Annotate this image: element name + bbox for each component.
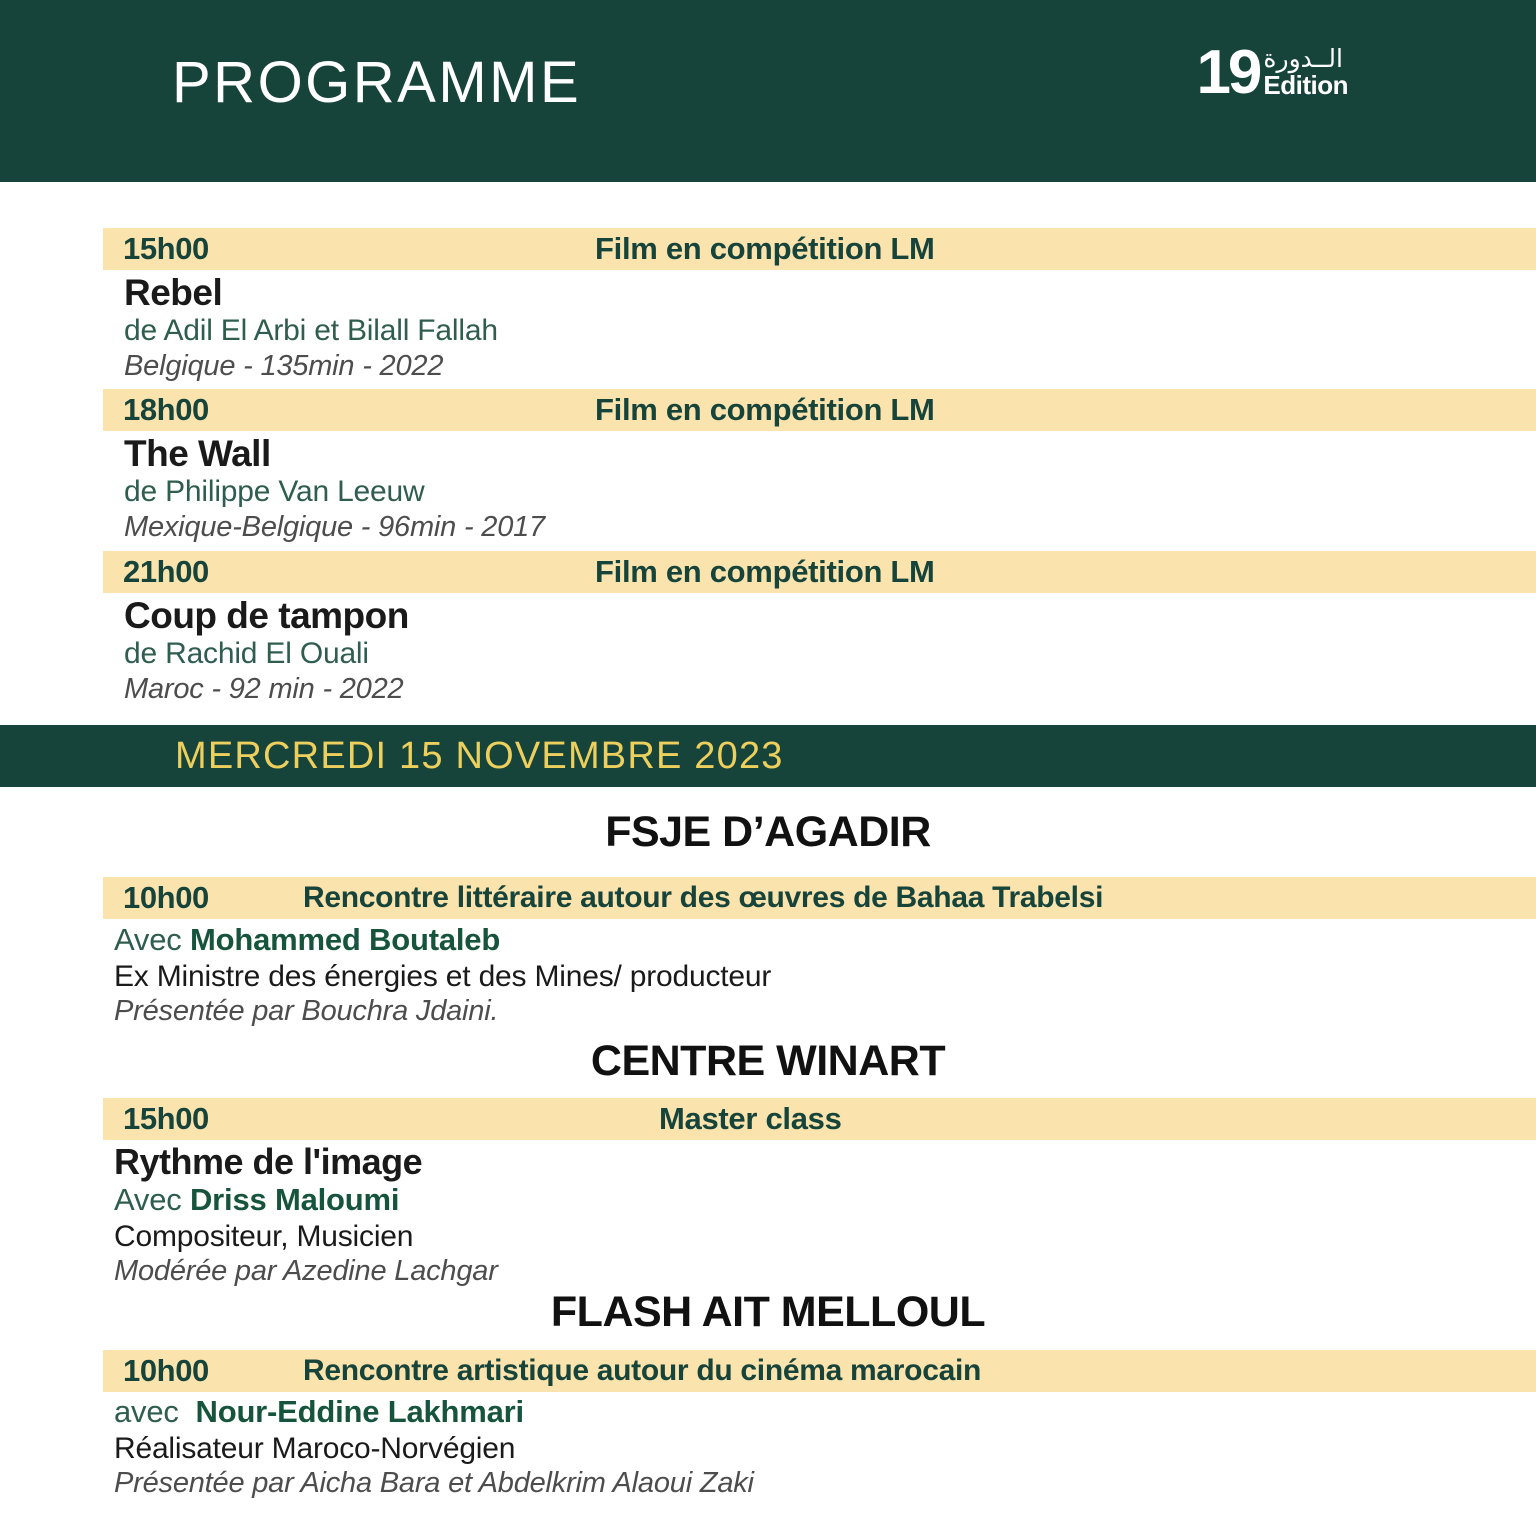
screening-category-2: Film en compétition LM <box>595 392 935 427</box>
film-title-3: Coup de tampon <box>124 595 409 636</box>
guest-role-fsje: Ex Ministre des énergies et des Mines/ producteur <box>114 959 772 993</box>
event-guest-line-fsje <box>114 922 771 959</box>
film-title-1: Rebel <box>124 272 223 313</box>
screening-details-1 <box>124 272 498 383</box>
moderator-fsje: Présentée par Bouchra Jdaini. <box>114 994 499 1027</box>
venue-heading-flash-ait-melloul: FLASH AIT MELLOUL <box>550 1288 986 1336</box>
avec-prefix-flash: avec <box>114 1394 196 1429</box>
moderator-flash: Présentée par Aicha Bara et Abdelkrim Alaoui Zaki <box>114 1466 754 1499</box>
event-details-fsje <box>114 922 771 1028</box>
screening-category-1: Film en compétition LM <box>595 231 935 266</box>
guest-role-winart: Compositeur, Musicien <box>114 1219 414 1253</box>
film-meta-2: Mexique-Belgique - 96min - 2017 <box>124 510 545 543</box>
screening-time-3: 21h00 <box>123 554 209 589</box>
guest-role-flash: Réalisateur Maroco-Norvégien <box>114 1431 516 1465</box>
event-category-winart: Master class <box>659 1101 842 1136</box>
film-meta-3: Maroc - 92 min - 2022 <box>124 672 404 705</box>
screening-details-2 <box>124 433 545 544</box>
film-author-2: de Philippe Van Leeuw <box>124 475 425 509</box>
event-details-winart <box>114 1142 498 1289</box>
event-category-flash: Rencontre artistique autour du cinéma marocain <box>303 1354 982 1387</box>
screening-category-3: Film en compétition LM <box>595 554 935 589</box>
guest-name-fsje: Mohammed Boutaleb <box>189 922 501 957</box>
masterclass-title-winart: Rythme de l'image <box>114 1141 423 1182</box>
edition-arabic-label: الــدورة <box>1263 44 1343 73</box>
page-header <box>0 0 1536 182</box>
moderator-winart: Modérée par Azedine Lachgar <box>114 1255 498 1288</box>
event-time-flash: 10h00 <box>123 1353 209 1388</box>
event-time-winart: 15h00 <box>123 1101 209 1136</box>
event-details-flash <box>114 1394 754 1500</box>
event-band-winart[interactable] <box>103 1098 1536 1140</box>
screening-details-3 <box>124 595 409 706</box>
guest-name-flash: Nour-Eddine Lakhmari <box>195 1394 524 1429</box>
guest-name-winart: Driss Maloumi <box>189 1182 400 1218</box>
event-category-fsje: Rencontre littéraire autour des œuvres de Bahaa Trabelsi <box>303 881 1104 914</box>
date-label: MERCREDI 15 NOVEMBRE 2023 <box>175 734 784 777</box>
screening-band-3[interactable] <box>103 551 1536 593</box>
screening-time-2: 18h00 <box>123 392 209 427</box>
film-meta-1: Belgique - 135min - 2022 <box>124 349 444 382</box>
event-band-fsje[interactable] <box>103 877 1536 919</box>
film-author-1: de Adil El Arbi et Bilall Fallah <box>124 314 498 348</box>
venue-heading-centre-winart: CENTRE WINART <box>590 1037 946 1085</box>
event-time-fsje: 10h00 <box>123 880 209 915</box>
event-guest-line-flash <box>114 1394 754 1431</box>
edition-text-group <box>1263 44 1348 100</box>
avec-prefix-fsje: Avec <box>114 922 190 957</box>
edition-logo <box>1196 38 1348 107</box>
screening-band-1[interactable] <box>103 228 1536 270</box>
film-author-3: de Rachid El Ouali <box>124 637 369 671</box>
screening-time-1: 15h00 <box>123 231 209 266</box>
page-title: PROGRAMME <box>172 50 582 115</box>
avec-prefix-winart: Avec <box>114 1182 190 1218</box>
screening-band-2[interactable] <box>103 389 1536 431</box>
event-band-flash[interactable] <box>103 1350 1536 1392</box>
date-banner <box>0 725 1536 787</box>
venue-heading-fsje-dagadir: FSJE D’AGADIR <box>605 808 931 856</box>
edition-number: 19 <box>1196 38 1260 107</box>
film-title-2: The Wall <box>124 433 271 474</box>
edition-french-label: Edition <box>1263 70 1348 101</box>
event-guest-line-winart <box>114 1182 498 1219</box>
